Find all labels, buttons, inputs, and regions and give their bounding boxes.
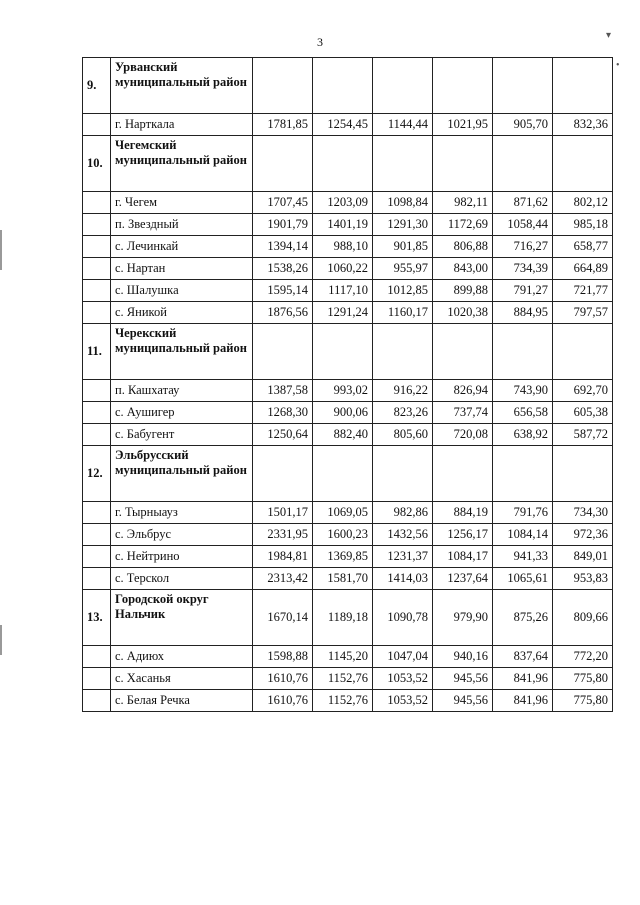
- value-cell: 1595,14: [253, 280, 313, 302]
- value-cell: 2313,42: [253, 568, 313, 590]
- value-cell: 1432,56: [373, 524, 433, 546]
- value-cell: 841,96: [493, 690, 553, 712]
- value-cell: 905,70: [493, 114, 553, 136]
- value-cell: 1670,14: [253, 590, 313, 646]
- scan-dot: •: [616, 60, 620, 71]
- table-row: [83, 646, 613, 668]
- value-cell: 775,80: [553, 690, 613, 712]
- table-row: [83, 690, 613, 712]
- value-cell: 993,02: [313, 380, 373, 402]
- row-number: [83, 424, 111, 446]
- settlement-name: п. Кашхатау: [111, 380, 253, 402]
- value-cell: 1237,64: [433, 568, 493, 590]
- value-cell: [493, 58, 553, 114]
- value-cell: 1058,44: [493, 214, 553, 236]
- value-cell: 587,72: [553, 424, 613, 446]
- value-cell: 656,58: [493, 402, 553, 424]
- value-cell: 985,18: [553, 214, 613, 236]
- value-cell: 1394,14: [253, 236, 313, 258]
- settlement-name: с. Бабугент: [111, 424, 253, 446]
- value-cell: 1984,81: [253, 546, 313, 568]
- value-cell: 605,38: [553, 402, 613, 424]
- value-cell: [253, 136, 313, 192]
- value-cell: 826,94: [433, 380, 493, 402]
- value-cell: 1189,18: [313, 590, 373, 646]
- value-cell: 1053,52: [373, 668, 433, 690]
- value-cell: 945,56: [433, 690, 493, 712]
- settlement-name: с. Шалушка: [111, 280, 253, 302]
- value-cell: 1053,52: [373, 690, 433, 712]
- value-cell: 1401,19: [313, 214, 373, 236]
- value-cell: 797,57: [553, 302, 613, 324]
- table-row: [83, 236, 613, 258]
- value-cell: 1610,76: [253, 668, 313, 690]
- value-cell: 1268,30: [253, 402, 313, 424]
- table-row-district: [83, 58, 613, 114]
- row-number: [83, 524, 111, 546]
- row-number: [83, 402, 111, 424]
- row-number: [83, 546, 111, 568]
- value-cell: 901,85: [373, 236, 433, 258]
- value-cell: 1152,76: [313, 668, 373, 690]
- settlement-name: с. Хасанья: [111, 668, 253, 690]
- value-cell: 721,77: [553, 280, 613, 302]
- row-number: 13.: [83, 590, 111, 646]
- settlement-name: с. Терскол: [111, 568, 253, 590]
- value-cell: 1600,23: [313, 524, 373, 546]
- scan-edge-mark: [0, 230, 2, 270]
- table-row: [83, 214, 613, 236]
- value-cell: 832,36: [553, 114, 613, 136]
- table-body: [83, 58, 613, 712]
- value-cell: 940,16: [433, 646, 493, 668]
- settlement-name: г. Тырныауз: [111, 502, 253, 524]
- value-cell: 841,96: [493, 668, 553, 690]
- settlement-name: с. Яникой: [111, 302, 253, 324]
- row-number: [83, 114, 111, 136]
- scan-edge-mark: [0, 625, 2, 655]
- value-cell: 979,90: [433, 590, 493, 646]
- value-cell: [433, 446, 493, 502]
- value-cell: [553, 136, 613, 192]
- row-number: [83, 280, 111, 302]
- row-number: [83, 568, 111, 590]
- value-cell: 988,10: [313, 236, 373, 258]
- value-cell: 1084,14: [493, 524, 553, 546]
- value-cell: 982,11: [433, 192, 493, 214]
- row-number: [83, 192, 111, 214]
- value-cell: 2331,95: [253, 524, 313, 546]
- value-cell: [373, 446, 433, 502]
- value-cell: 1254,45: [313, 114, 373, 136]
- value-cell: 1084,17: [433, 546, 493, 568]
- value-cell: 809,66: [553, 590, 613, 646]
- value-cell: 806,88: [433, 236, 493, 258]
- settlement-name: с. Белая Речка: [111, 690, 253, 712]
- value-cell: 805,60: [373, 424, 433, 446]
- value-cell: 734,30: [553, 502, 613, 524]
- settlement-name: г. Чегем: [111, 192, 253, 214]
- value-cell: 1581,70: [313, 568, 373, 590]
- value-cell: 1414,03: [373, 568, 433, 590]
- value-cell: 955,97: [373, 258, 433, 280]
- row-number: [83, 668, 111, 690]
- table-row-district: [83, 446, 613, 502]
- table-row: [83, 192, 613, 214]
- value-cell: 1090,78: [373, 590, 433, 646]
- value-cell: 1144,44: [373, 114, 433, 136]
- value-cell: 1369,85: [313, 546, 373, 568]
- value-cell: 638,92: [493, 424, 553, 446]
- value-cell: [313, 58, 373, 114]
- value-cell: 1098,84: [373, 192, 433, 214]
- value-cell: 1203,09: [313, 192, 373, 214]
- value-cell: [313, 324, 373, 380]
- value-cell: [553, 324, 613, 380]
- value-cell: 1598,88: [253, 646, 313, 668]
- value-cell: 1781,85: [253, 114, 313, 136]
- value-cell: [253, 58, 313, 114]
- table-row: [83, 402, 613, 424]
- table-row: [83, 502, 613, 524]
- value-cell: 823,26: [373, 402, 433, 424]
- table-row: [83, 668, 613, 690]
- value-cell: 1117,10: [313, 280, 373, 302]
- value-cell: 658,77: [553, 236, 613, 258]
- table-row-district: [83, 590, 613, 646]
- value-cell: [493, 446, 553, 502]
- table-row: [83, 546, 613, 568]
- value-cell: [433, 136, 493, 192]
- value-cell: 1231,37: [373, 546, 433, 568]
- value-cell: 802,12: [553, 192, 613, 214]
- value-cell: 1152,76: [313, 690, 373, 712]
- row-number: [83, 258, 111, 280]
- value-cell: 871,62: [493, 192, 553, 214]
- row-number: [83, 214, 111, 236]
- settlement-name: с. Эльбрус: [111, 524, 253, 546]
- value-cell: 692,70: [553, 380, 613, 402]
- row-number: 12.: [83, 446, 111, 502]
- table-row: [83, 114, 613, 136]
- page-number: 3: [317, 35, 323, 49]
- value-cell: 772,20: [553, 646, 613, 668]
- tariff-table: [82, 57, 613, 712]
- value-cell: 737,74: [433, 402, 493, 424]
- table-row: [83, 280, 613, 302]
- value-cell: [253, 324, 313, 380]
- value-cell: 972,36: [553, 524, 613, 546]
- value-cell: [253, 446, 313, 502]
- value-cell: 1501,17: [253, 502, 313, 524]
- value-cell: 837,64: [493, 646, 553, 668]
- value-cell: 720,08: [433, 424, 493, 446]
- value-cell: 1901,79: [253, 214, 313, 236]
- value-cell: 882,40: [313, 424, 373, 446]
- value-cell: [493, 324, 553, 380]
- settlement-name: с. Аушигер: [111, 402, 253, 424]
- value-cell: 899,88: [433, 280, 493, 302]
- district-name: Черекский муниципальный район: [111, 324, 253, 380]
- value-cell: [373, 136, 433, 192]
- value-cell: 1291,24: [313, 302, 373, 324]
- row-number: [83, 502, 111, 524]
- value-cell: 941,33: [493, 546, 553, 568]
- settlement-name: г. Нарткала: [111, 114, 253, 136]
- value-cell: 900,06: [313, 402, 373, 424]
- settlement-name: с. Нейтрино: [111, 546, 253, 568]
- table-row: [83, 380, 613, 402]
- table-row: [83, 258, 613, 280]
- value-cell: 849,01: [553, 546, 613, 568]
- value-cell: 1020,38: [433, 302, 493, 324]
- district-name: Эльбрусский муниципальный район: [111, 446, 253, 502]
- table-row: [83, 302, 613, 324]
- table-row-district: [83, 324, 613, 380]
- table-row-district: [83, 136, 613, 192]
- value-cell: 1291,30: [373, 214, 433, 236]
- value-cell: 884,19: [433, 502, 493, 524]
- value-cell: 1060,22: [313, 258, 373, 280]
- value-cell: [373, 324, 433, 380]
- scan-mark: ▾: [606, 30, 612, 41]
- value-cell: 843,00: [433, 258, 493, 280]
- settlement-name: п. Звездный: [111, 214, 253, 236]
- row-number: [83, 380, 111, 402]
- value-cell: 1876,56: [253, 302, 313, 324]
- settlement-name: с. Адиюх: [111, 646, 253, 668]
- value-cell: 1707,45: [253, 192, 313, 214]
- value-cell: [433, 324, 493, 380]
- value-cell: [373, 58, 433, 114]
- row-number: [83, 236, 111, 258]
- value-cell: 953,83: [553, 568, 613, 590]
- value-cell: [553, 58, 613, 114]
- value-cell: 1250,64: [253, 424, 313, 446]
- value-cell: 916,22: [373, 380, 433, 402]
- value-cell: 1065,61: [493, 568, 553, 590]
- value-cell: [493, 136, 553, 192]
- value-cell: 945,56: [433, 668, 493, 690]
- value-cell: 1012,85: [373, 280, 433, 302]
- value-cell: 1387,58: [253, 380, 313, 402]
- value-cell: 791,27: [493, 280, 553, 302]
- settlement-name: с. Лечинкай: [111, 236, 253, 258]
- table-row: [83, 568, 613, 590]
- value-cell: 1538,26: [253, 258, 313, 280]
- district-name: Чегемский муниципальный район: [111, 136, 253, 192]
- value-cell: [313, 446, 373, 502]
- value-cell: 1069,05: [313, 502, 373, 524]
- value-cell: 664,89: [553, 258, 613, 280]
- value-cell: 1172,69: [433, 214, 493, 236]
- value-cell: 775,80: [553, 668, 613, 690]
- table-row: [83, 424, 613, 446]
- value-cell: 1145,20: [313, 646, 373, 668]
- table-row: [83, 524, 613, 546]
- value-cell: 1021,95: [433, 114, 493, 136]
- row-number: 11.: [83, 324, 111, 380]
- settlement-name: с. Нартан: [111, 258, 253, 280]
- value-cell: 884,95: [493, 302, 553, 324]
- value-cell: [313, 136, 373, 192]
- value-cell: [433, 58, 493, 114]
- value-cell: 982,86: [373, 502, 433, 524]
- row-number: 10.: [83, 136, 111, 192]
- value-cell: 791,76: [493, 502, 553, 524]
- value-cell: 1047,04: [373, 646, 433, 668]
- district-name: Урванский муниципальный район: [111, 58, 253, 114]
- value-cell: 743,90: [493, 380, 553, 402]
- value-cell: 734,39: [493, 258, 553, 280]
- district-name: Городской округ Нальчик: [111, 590, 253, 646]
- value-cell: 1256,17: [433, 524, 493, 546]
- value-cell: [553, 446, 613, 502]
- value-cell: 716,27: [493, 236, 553, 258]
- value-cell: 1610,76: [253, 690, 313, 712]
- row-number: [83, 690, 111, 712]
- value-cell: 875,26: [493, 590, 553, 646]
- value-cell: 1160,17: [373, 302, 433, 324]
- row-number: 9.: [83, 58, 111, 114]
- row-number: [83, 646, 111, 668]
- row-number: [83, 302, 111, 324]
